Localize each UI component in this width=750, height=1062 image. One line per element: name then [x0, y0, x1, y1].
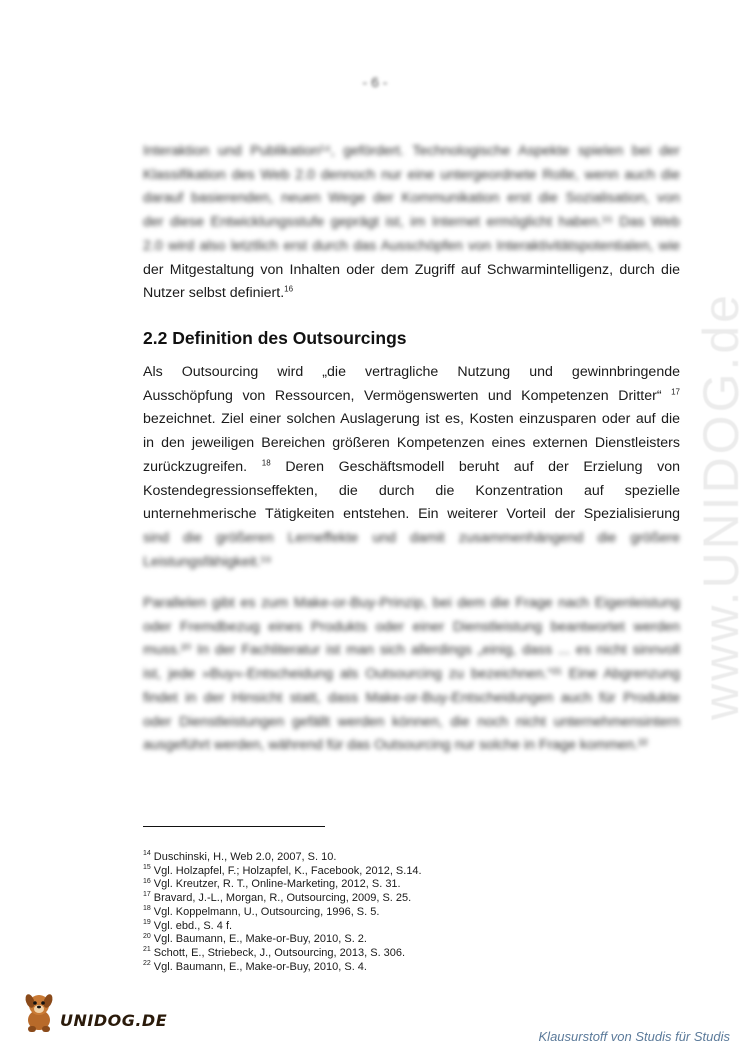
blurred-line: findet in der Hinsicht statt, dass Make-or-Buy-Entscheidungen auch für Produkte: [143, 689, 680, 706]
footnote-ref: 17: [671, 386, 680, 396]
blurred-line: Parallelen gibt es zum Make-or-Buy-Prinzip, bei dem die Frage nach Eigenleistung: [143, 595, 680, 611]
footnote-ref: 16: [284, 284, 294, 294]
text-line: der Mitgestaltung von Inhalten oder dem Zugriff auf Schwarmintelligenz, durch die: [143, 261, 680, 278]
blurred-line: Leistungsfähigkeit.¹⁹: [143, 553, 272, 570]
blurred-line: oder Fremdbezug eines Produkts oder einer Dienstleistung beantwortet werden: [143, 618, 680, 635]
footnote-number: 17: [143, 891, 151, 899]
logo-wordmark: UNIDOG.DE: [60, 1010, 168, 1030]
footnote-text: Vgl. Holzapfel, F.; Holzapfel, K., Facebook, 2012, S.14.: [153, 864, 422, 877]
footnote-text: Vgl. Baumann, E., Make-or-Buy, 2010, S. 2.: [153, 933, 367, 946]
footnote: [143, 906, 422, 920]
footnote-number: 14: [143, 850, 151, 858]
blurred-line: Klassifikation des Web 2.0 dennoch nur eine untergeordnete Rolle, wenn auch die: [143, 166, 680, 183]
footnote: [143, 933, 422, 947]
footnote-number: 16: [143, 877, 151, 885]
watermark: www.UNIDOG.de: [693, 292, 749, 720]
text-fragment: zurückzugreifen.: [143, 458, 248, 475]
footnote: [143, 865, 422, 879]
footnote-text: Bravard, J.-L., Morgan, R., Outsourcing, 2009, S. 25.: [153, 892, 412, 905]
make-or-buy-paragraph: [143, 592, 680, 758]
text-fragment: Deren Geschäftsmodell beruht auf der Erzielung von: [285, 458, 680, 475]
text-line: [143, 456, 680, 480]
text-line: Als Outsourcing wird „die vertragliche Nutzung und gewinnbringende: [143, 364, 680, 380]
footnote: [143, 920, 422, 934]
footnote-separator: [143, 826, 325, 827]
blurred-line: 2.0 wird also letztlich erst durch das Ausschöpfen von Interaktivitätspotentialen, wie: [143, 237, 680, 254]
text-line: Kostendegressionseffekten, die durch die Konzentration auf spezielle: [143, 482, 680, 499]
footnote-text: Vgl. ebd., S. 4 f.: [153, 919, 233, 932]
section-heading: 2.2 Definition des Outsourcings: [143, 328, 407, 348]
dog-mascot-icon: [22, 990, 56, 1034]
definition-paragraph: [143, 361, 680, 574]
footnote-text: Vgl. Koppelmann, U., Outsourcing, 1996, S. 5.: [153, 905, 380, 918]
text-line: in den jeweiligen Bereichen größeren Kompetenzen eines externen Dienstleisters: [143, 435, 680, 452]
footnote: [143, 878, 422, 892]
blurred-line: oder Dienstleistungen gefällt werden können, die noch nicht unternehmensintern: [143, 713, 680, 730]
text-line: [143, 385, 680, 409]
footnote: [143, 947, 422, 961]
text-fragment: Nutzer selbst definiert.: [143, 285, 285, 302]
footnote-number: 21: [143, 946, 151, 954]
footnote-number: 20: [143, 932, 151, 940]
footnote: [143, 851, 422, 865]
text-fragment: Ausschöpfung von Ressourcen, Vermögenswerten und Kompetenzen Dritter“: [143, 387, 662, 404]
intro-paragraph: [143, 140, 680, 306]
footnote-ref: 18: [261, 458, 271, 468]
footnote-text: Schott, E., Striebeck, J., Outsourcing, 2013, S. 306.: [153, 946, 406, 959]
blurred-line: muss.²⁰ In der Fachliteratur ist man sich allerdings „einig, dass ... es nicht sinnvoll: [143, 642, 680, 659]
blurred-line: der diese Entwicklungsstufe geprägt ist, im Internet ermöglicht haben.¹⁵ Das Web: [143, 214, 680, 231]
footnote-text: Vgl. Baumann, E., Make-or-Buy, 2010, S. 4.: [153, 960, 367, 973]
text-line: unternehmerische Tätigkeiten entstehen. Ein weiterer Vorteil der Spezialisierung: [143, 506, 680, 523]
unidog-logo: [22, 990, 167, 1034]
blurred-line: ist, jede »Buy«-Entscheidung als Outsourcing zu bezeichnen.“²¹ Eine Abgrenzung: [143, 666, 680, 683]
blurred-line: ausgeführt werden, während für das Outsourcing nur solche in Frage kommen.²²: [143, 737, 648, 754]
blurred-line: Interaktion und Publikation¹⁴, gefördert. Technologische Aspekte spielen bei der: [143, 143, 680, 159]
footnote: [143, 892, 422, 906]
footnote-number: 19: [143, 918, 151, 926]
text-line: [143, 282, 680, 306]
footnote: [143, 961, 422, 975]
footer-tagline: Klausurstoff von Studis für Studis: [538, 1029, 730, 1044]
footnote-number: 18: [143, 905, 151, 913]
blurred-line: sind die größeren Lerneffekte und damit zusammenhängend die größere: [143, 529, 680, 546]
footnote-number: 22: [143, 959, 151, 967]
blurred-line: darauf basierenden, neuen Wege der Kommunikation erst die Sozialisation, von: [143, 190, 680, 207]
page-number: - 6 -: [362, 74, 388, 90]
footnote-list: [143, 851, 422, 974]
footnote-text: Vgl. Kreutzer, R. T., Online-Marketing, 2012, S. 31.: [153, 878, 401, 891]
footnote-number: 15: [143, 864, 151, 872]
text-line: bezeichnet. Ziel einer solchen Auslagerung ist es, Kosten einzusparen oder auf die: [143, 411, 680, 428]
footnote-text: Duschinski, H., Web 2.0, 2007, S. 10.: [153, 851, 337, 863]
